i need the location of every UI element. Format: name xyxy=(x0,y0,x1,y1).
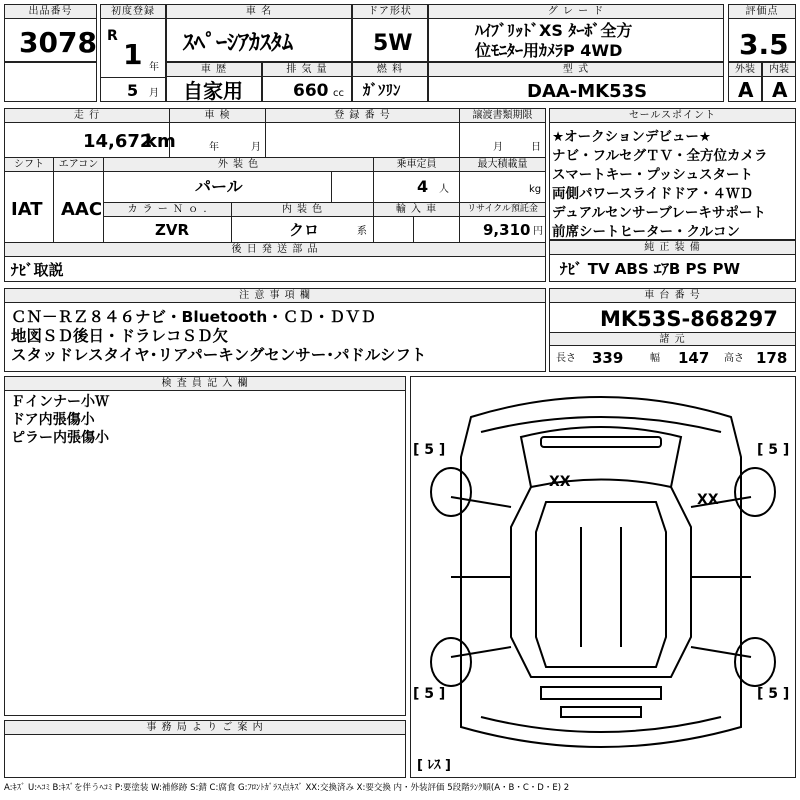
first-reg-box xyxy=(100,4,166,102)
lot-box xyxy=(4,4,97,62)
height-value: 178 xyxy=(756,349,788,367)
width-label: 幅 xyxy=(650,353,660,364)
car-name: ｽﾍﾟｰｼｱｶｽﾀﾑ xyxy=(183,31,294,56)
tire-rear-right: [ 5 ] xyxy=(757,686,790,702)
equipment-box xyxy=(549,240,796,282)
length-label: 長さ xyxy=(556,353,576,364)
chassis-number: MK53S-868297 xyxy=(600,307,778,331)
mileage-value: 14,672 xyxy=(83,131,153,152)
door-label: ドア形状 xyxy=(353,5,427,19)
interior-grade: A xyxy=(772,78,788,102)
tire-front-right: [ 5 ] xyxy=(757,442,790,458)
door-box xyxy=(352,4,428,62)
score-label: 評価点 xyxy=(729,5,795,19)
exterior-label: 外装 xyxy=(729,63,761,77)
sales-box xyxy=(549,108,796,240)
import-label: 輸 入 車 xyxy=(373,203,459,217)
displacement-label: 排 気 量 xyxy=(263,63,351,77)
later-value: ﾅﾋﾞ取説 xyxy=(11,261,64,279)
office-label: 事 務 局 よ り ご 案 内 xyxy=(5,721,405,735)
inspector-label: 検 査 員 記 入 欄 xyxy=(5,377,405,391)
model-value: DAA-MK53S xyxy=(527,81,648,102)
equipment-label: 純 正 装 備 xyxy=(550,241,795,255)
equipment-value: ﾅﾋﾞ TV ABS ｴｱB PS PW xyxy=(560,260,741,278)
recycle-value: 9,310 xyxy=(483,221,531,239)
height-label: 高さ xyxy=(724,353,744,364)
lot-label: 出品番号 xyxy=(5,5,96,19)
insp-month-unit: 月 xyxy=(251,142,261,153)
later-label: 後 日 発 送 部 品 xyxy=(5,243,545,257)
transfer-month: 月 xyxy=(493,142,503,153)
load-unit: kg xyxy=(529,184,542,195)
transfer-day: 日 xyxy=(531,142,541,153)
exterior-grade: A xyxy=(738,78,754,102)
int-color-unit: 系 xyxy=(357,226,367,237)
shift-value: IAT xyxy=(11,199,43,220)
chassis-label: 車 台 番 号 xyxy=(550,289,795,303)
fuel-label: 燃 料 xyxy=(353,63,427,77)
interior-label: 内装 xyxy=(763,63,795,77)
car-diagram xyxy=(411,377,795,777)
displacement-value: 660 xyxy=(293,81,329,101)
reg-year: 1 xyxy=(123,38,143,71)
capacity-unit: 人 xyxy=(439,184,449,195)
sales-line: ★オークションデビュー★ xyxy=(552,129,711,145)
sales-line: デュアルセンサーブレーキサポート xyxy=(552,205,766,221)
width-value: 147 xyxy=(678,349,710,367)
lot-number: 3078 xyxy=(19,26,97,59)
inspector-line: ドア内張傷小 xyxy=(11,412,95,428)
inspector-line: Ｆインナー小Ｗ xyxy=(11,394,109,410)
era: R xyxy=(107,28,118,44)
score-box xyxy=(728,4,796,62)
notes-line: 地図ＳＤ後日・ドラレコＳＤ欠 xyxy=(11,327,229,345)
car-diagram-box xyxy=(410,376,796,778)
model-label: 型 式 xyxy=(429,63,723,77)
grade-box xyxy=(428,4,724,62)
door-value: 5W xyxy=(373,31,413,56)
legend: A:ｷｽﾞ U:ﾍｺﾐ B:ｷｽﾞを伴うﾍｺﾐ P:要塗装 W:補修跡 S:錆 C:腐食 G:ﾌﾛﾝﾄｶﾞﾗｽ点ｷｽﾞ XX:交換済み X:要交換 内・外装評価 5段階ﾗﾝｸ順(A・B・C・D・E) 2 xyxy=(4,783,570,793)
color-no-value: ZVR xyxy=(155,221,190,239)
history-value: 自家用 xyxy=(183,79,243,103)
history-box xyxy=(166,62,262,102)
notes-line: スタッドレスタイヤ･リアパーキングセンサー･パドルシフト xyxy=(11,346,427,364)
damage-mark: XX xyxy=(549,474,571,490)
car-name-box xyxy=(166,4,352,62)
sales-line: 両側パワースライドドア・４ＷＤ xyxy=(552,186,754,202)
info-block xyxy=(4,108,546,282)
reg-month: 5 xyxy=(127,81,139,100)
spare-tire: [ ﾚｽ ] xyxy=(417,758,451,773)
exterior-box xyxy=(728,62,762,102)
notes-box xyxy=(4,288,546,372)
chassis-box xyxy=(549,288,796,372)
first-reg-label: 初度登録 xyxy=(101,5,165,19)
grade-label: グ レ ー ド xyxy=(429,5,723,19)
notes-label: 注 意 事 項 欄 xyxy=(5,289,545,303)
recycle-unit: 円 xyxy=(533,226,543,237)
inspection-label: 車 検 xyxy=(169,109,265,123)
length-value: 339 xyxy=(592,349,624,367)
mileage-label: 走 行 xyxy=(5,109,169,123)
sales-label: セールスポイント xyxy=(550,109,795,123)
specs-label: 諸 元 xyxy=(550,332,795,346)
year-unit: 年 xyxy=(149,62,159,73)
shift-label: シフト xyxy=(5,158,53,172)
damage-mark: XX xyxy=(697,492,719,508)
office-box xyxy=(4,720,406,778)
score-value: 3.5 xyxy=(739,28,789,61)
grade-line-1: ﾊｲﾌﾞﾘｯﾄﾞXS ﾀｰﾎﾞ全方 xyxy=(475,21,633,40)
color-no-label: カ ラ ー Ｎ ｏ . xyxy=(103,203,231,217)
fuel-box xyxy=(352,62,428,102)
int-color-value: クロ xyxy=(289,221,320,239)
displacement-box xyxy=(262,62,352,102)
sales-line: ナビ・フルセグＴＶ・全方位カメラ xyxy=(552,148,768,164)
inspector-box xyxy=(4,376,406,716)
ac-label: エアコン xyxy=(53,158,103,172)
color-label: 外 装 色 xyxy=(103,158,373,172)
reg-no-label: 登 録 番 号 xyxy=(265,109,459,123)
color-value: パール xyxy=(195,177,243,196)
int-color-label: 内 装 色 xyxy=(231,203,373,217)
ac-value: AAC xyxy=(61,199,103,220)
capacity-value: 4 xyxy=(417,177,429,196)
interior-box xyxy=(762,62,796,102)
sales-line: スマートキー・プッシュスタート xyxy=(552,167,754,183)
recycle-label: リサイクル預託金 xyxy=(459,203,545,217)
car-name-label: 車 名 xyxy=(167,5,351,19)
fuel-value: ｶﾞｿﾘﾝ xyxy=(363,81,401,99)
month-unit: 月 xyxy=(149,88,159,99)
lot-empty-box xyxy=(4,62,97,102)
sales-line: 前席シートヒーター・クルコン xyxy=(552,224,741,240)
tire-rear-left: [ 5 ] xyxy=(413,686,446,702)
tire-front-left: [ 5 ] xyxy=(413,442,446,458)
transfer-label: 譲渡書類期限 xyxy=(459,109,545,123)
model-box xyxy=(428,62,724,102)
grade-line-2: 位ﾓﾆﾀｰ用ｶﾒﾗP 4WD xyxy=(475,41,623,60)
history-label: 車 歴 xyxy=(167,63,261,77)
inspector-line: ピラー内張傷小 xyxy=(11,430,109,446)
notes-line: ＣＮ－ＲＺ８４６ナビ・Bluetooth・ＣＤ・ＤＶＤ xyxy=(11,308,376,326)
load-label: 最大積載量 xyxy=(459,158,545,172)
capacity-label: 乗車定員 xyxy=(373,158,459,172)
insp-year-unit: 年 xyxy=(209,142,219,153)
displacement-unit: cc xyxy=(333,88,344,99)
mileage-unit: km xyxy=(145,131,176,152)
